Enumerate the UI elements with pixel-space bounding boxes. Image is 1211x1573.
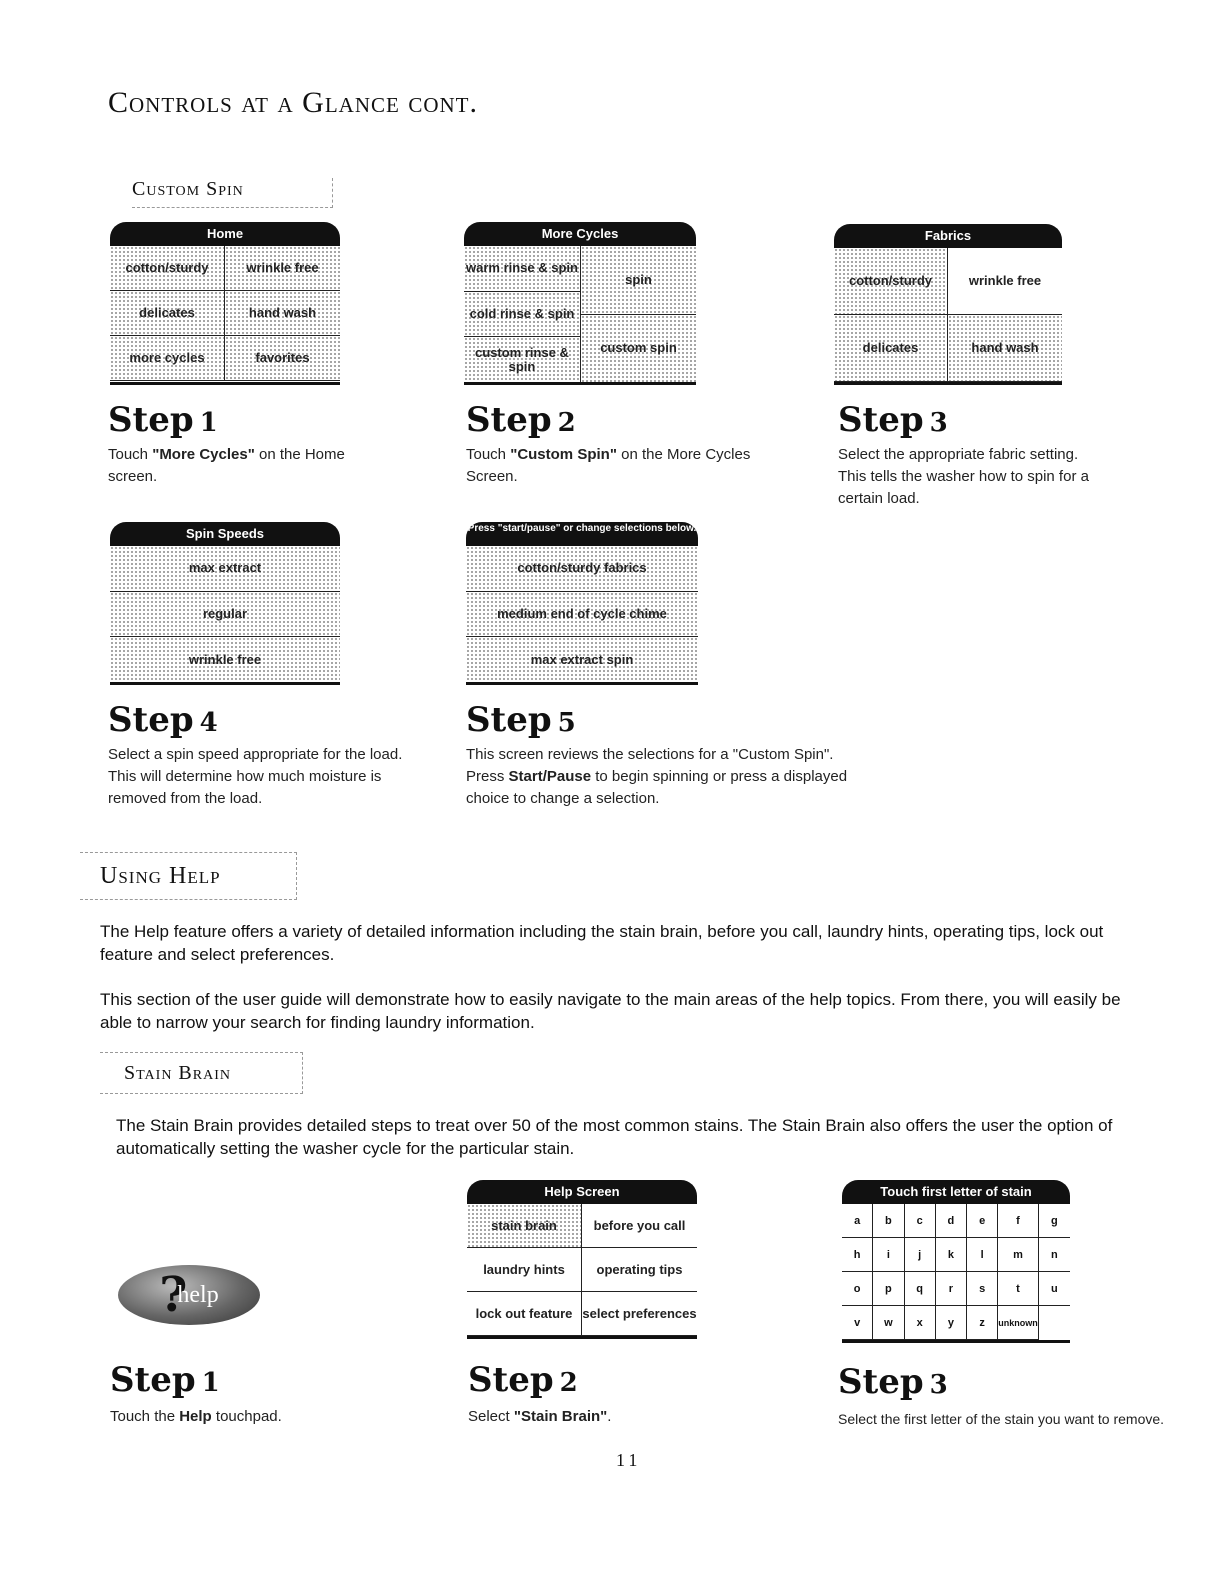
more-cycles-header: More Cycles <box>464 222 696 246</box>
home-screen-header: Home <box>110 222 340 246</box>
step-label: Step <box>110 1360 196 1400</box>
wrinkle-free-spin-button[interactable]: wrinkle free <box>110 637 340 682</box>
home-wrinkle-free-button[interactable]: wrinkle free <box>225 246 340 291</box>
letter-button-n[interactable]: n <box>1039 1238 1070 1272</box>
home-favorites-button[interactable]: favorites <box>225 336 340 381</box>
using-help-paragraph-2: This section of the user guide will demonstrate how to easily navigate to the main areas of the help topics. From there, you will easily be able to narrow your search for finding laundry information. <box>100 990 1121 1032</box>
spin-button[interactable]: spin <box>581 246 696 315</box>
review-fabric-button[interactable]: cotton/sturdy fabrics <box>466 546 698 592</box>
stain-brain-button[interactable]: stain brain <box>467 1204 582 1248</box>
cs-step-3 <box>838 400 1108 510</box>
operating-tips-button[interactable]: operating tips <box>582 1248 697 1292</box>
home-screen <box>110 222 340 385</box>
letter-button-p[interactable]: p <box>873 1272 904 1306</box>
step-description: Touch the Help touchpad. <box>110 1408 282 1425</box>
stain-brain-heading <box>100 1052 303 1094</box>
step-label: Step <box>466 400 552 440</box>
step-number: 2 <box>559 1368 578 1398</box>
letter-button-c[interactable]: c <box>905 1204 936 1238</box>
letter-button-v[interactable]: v <box>842 1306 873 1340</box>
select-preferences-button[interactable]: select preferences <box>582 1292 697 1336</box>
review-spin-button[interactable]: max extract spin <box>466 637 698 682</box>
custom-spin-heading <box>132 178 333 208</box>
letter-button-l[interactable]: l <box>967 1238 998 1272</box>
letter-button-x[interactable]: x <box>905 1306 936 1340</box>
sb-step-2 <box>468 1360 768 1428</box>
using-help-heading <box>80 852 297 900</box>
stain-brain-paragraph: The Stain Brain provides detailed steps to treat over 50 of the most common stains. The Stain Brain also offers the user the option of automatically setting the washer cycle for the particular stain. <box>116 1116 1113 1158</box>
step-description: Select "Stain Brain". <box>468 1408 612 1425</box>
fabrics-cotton-sturdy-button[interactable]: cotton/sturdy <box>834 248 948 315</box>
cs-step-1 <box>108 400 378 488</box>
letter-button-t[interactable]: t <box>998 1272 1039 1306</box>
step-label: Step <box>838 1362 924 1402</box>
step-label: Step <box>466 700 552 740</box>
cs-step-4 <box>108 700 408 810</box>
cs-step-5 <box>466 700 861 810</box>
help-text: help <box>177 1281 219 1308</box>
spin-speeds-screen <box>110 522 340 685</box>
step-label: Step <box>468 1360 554 1400</box>
letter-button-d[interactable]: d <box>936 1204 967 1238</box>
step-number: 3 <box>929 408 948 438</box>
letter-button-r[interactable]: r <box>936 1272 967 1306</box>
letter-button-k[interactable]: k <box>936 1238 967 1272</box>
letter-button-u[interactable]: u <box>1039 1272 1070 1306</box>
step-description: Select a spin speed appropriate for the load. This will determine how much moisture is removed from the load. <box>108 746 403 807</box>
letter-button-g[interactable]: g <box>1039 1204 1070 1238</box>
fabrics-delicates-button[interactable]: delicates <box>834 315 948 382</box>
letter-button-b[interactable]: b <box>873 1204 904 1238</box>
custom-spin-button[interactable]: custom spin <box>581 315 696 383</box>
more-cycles-screen <box>464 222 696 385</box>
step-number: 4 <box>199 708 218 738</box>
review-header: Press "start/pause" or change selections below. <box>466 522 698 546</box>
stain-letter-screen <box>842 1180 1070 1343</box>
help-screen-header: Help Screen <box>467 1180 697 1204</box>
step-number: 3 <box>929 1370 948 1400</box>
home-cotton-sturdy-button[interactable]: cotton/sturdy <box>110 246 225 291</box>
cs-step-2 <box>466 400 796 488</box>
letter-button-s[interactable]: s <box>967 1272 998 1306</box>
fabrics-wrinkle-free-button[interactable]: wrinkle free <box>948 248 1062 315</box>
custom-spin-title: Custom Spin <box>132 178 244 200</box>
letter-button-m[interactable]: m <box>998 1238 1039 1272</box>
max-extract-button[interactable]: max extract <box>110 546 340 592</box>
letter-button-q[interactable]: q <box>905 1272 936 1306</box>
step-number: 1 <box>199 408 218 438</box>
step-label: Step <box>108 700 194 740</box>
home-delicates-button[interactable]: delicates <box>110 291 225 336</box>
step-description: This screen reviews the selections for a "Custom Spin". Press Start/Pause to begin spinning or press a displayed choice to change a selection. <box>466 746 848 807</box>
letter-button-unknown[interactable]: unknown <box>998 1306 1039 1340</box>
step-description: Select the first letter of the stain you want to remove. <box>838 1411 1165 1427</box>
regular-button[interactable]: regular <box>110 592 340 638</box>
letter-button-a[interactable]: a <box>842 1204 873 1238</box>
review-screen <box>466 522 698 685</box>
review-chime-button[interactable]: medium end of cycle chime <box>466 592 698 638</box>
letter-button-w[interactable]: w <box>873 1306 904 1340</box>
cold-rinse-spin-button[interactable]: cold rinse & spin <box>464 292 580 338</box>
letter-button-h[interactable]: h <box>842 1238 873 1272</box>
help-question-mark: ? <box>159 1267 188 1323</box>
page-number: 11 <box>616 1450 642 1470</box>
letter-button-z[interactable]: z <box>967 1306 998 1340</box>
step-label: Step <box>108 400 194 440</box>
sb-step-3 <box>838 1362 1178 1430</box>
fabrics-hand-wash-button[interactable]: hand wash <box>948 315 1062 382</box>
letter-button-y[interactable]: y <box>936 1306 967 1340</box>
spin-speeds-header: Spin Speeds <box>110 522 340 546</box>
custom-rinse-spin-button[interactable]: custom rinse & spin <box>464 337 580 382</box>
step-number: 1 <box>201 1368 220 1398</box>
letter-button-j[interactable]: j <box>905 1238 936 1272</box>
fabrics-header: Fabrics <box>834 224 1062 248</box>
using-help-paragraph-1: The Help feature offers a variety of detailed information including the stain brain, before you call, laundry hints, operating tips, lock out feature and select preferences. <box>100 922 1104 964</box>
step-description: Touch "Custom Spin" on the More Cycles Screen. <box>466 446 751 485</box>
letter-grid <box>842 1204 1070 1340</box>
letter-button-o[interactable]: o <box>842 1272 873 1306</box>
help-icon[interactable] <box>118 1265 260 1325</box>
page-title: Controls at a Glance cont. <box>108 86 479 119</box>
sb-step-1 <box>110 1360 410 1428</box>
step-number: 2 <box>557 408 576 438</box>
fabrics-screen <box>834 224 1062 385</box>
laundry-hints-button[interactable]: laundry hints <box>467 1248 582 1292</box>
letter-button-f[interactable]: f <box>998 1204 1039 1238</box>
letter-button-i[interactable]: i <box>873 1238 904 1272</box>
step-description: Select the appropriate fabric setting. This tells the washer how to spin for a certain load. <box>838 446 1089 507</box>
home-more-cycles-button[interactable]: more cycles <box>110 336 225 381</box>
stain-brain-title: Stain Brain <box>124 1062 231 1084</box>
using-help-title: Using Help <box>100 863 221 889</box>
help-screen <box>467 1180 697 1339</box>
before-you-call-button[interactable]: before you call <box>582 1204 697 1248</box>
step-number: 5 <box>557 708 576 738</box>
stain-letter-header: Touch first letter of stain <box>842 1180 1070 1204</box>
step-label: Step <box>838 400 924 440</box>
letter-button-e[interactable]: e <box>967 1204 998 1238</box>
warm-rinse-spin-button[interactable]: warm rinse & spin <box>464 246 580 292</box>
home-hand-wash-button[interactable]: hand wash <box>225 291 340 336</box>
lock-out-feature-button[interactable]: lock out feature <box>467 1292 582 1336</box>
step-description: Touch "More Cycles" on the Home screen. <box>108 446 345 485</box>
